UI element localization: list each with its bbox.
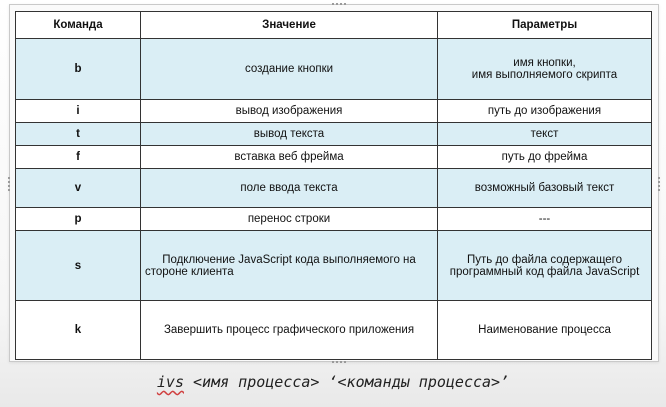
header-row (16, 12, 652, 39)
table-row (16, 123, 652, 146)
meaning-cell: создание кнопки (141, 39, 438, 100)
resize-handle-right[interactable] (658, 177, 660, 191)
syntax-keyword: ivs (156, 373, 184, 391)
command-cell: t (16, 123, 141, 146)
params-cell: путь до фрейма (438, 146, 652, 169)
command-cell: s (16, 231, 141, 301)
table-row (16, 146, 652, 169)
syntax-rest: <имя процесса> ‘<команды процесса>’ (183, 373, 510, 391)
params-cell: текст (438, 123, 652, 146)
meaning-cell: перенос строки (141, 208, 438, 231)
params-line: имя кнопки, (513, 57, 576, 69)
meaning-cell: вставка веб фрейма (141, 146, 438, 169)
meaning-cell: вывод изображения (141, 100, 438, 123)
header-command: Команда (16, 12, 141, 39)
command-cell: k (16, 301, 141, 360)
table-row (16, 301, 652, 360)
resize-handle-left[interactable] (8, 177, 10, 191)
command-cell: b (16, 39, 141, 100)
meaning-cell: Завершить процесс графического приложения (141, 301, 438, 360)
params-cell (438, 39, 652, 100)
table-row (16, 231, 652, 301)
table-row (16, 39, 652, 100)
table-row (16, 208, 652, 231)
command-cell: v (16, 169, 141, 208)
syntax-line (0, 373, 666, 391)
table-row (16, 100, 652, 123)
table-frame[interactable] (9, 4, 659, 362)
meaning-cell: Подключение JavaScript кода выполняемого на стороне клиента (141, 231, 438, 301)
command-cell: p (16, 208, 141, 231)
params-line: программный код файла JavaScript (449, 265, 640, 278)
params-cell: возможный базовый текст (438, 169, 652, 208)
header-params: Параметры (438, 12, 652, 39)
command-cell: f (16, 146, 141, 169)
resize-handle-top[interactable] (332, 3, 346, 5)
meaning-cell: вывод текста (141, 123, 438, 146)
params-cell: путь до изображения (438, 100, 652, 123)
params-cell: Наименование процесса (438, 301, 652, 360)
meaning-cell: поле ввода текста (141, 169, 438, 208)
params-line: Путь до файла содержащего (466, 253, 623, 266)
params-line: имя выполняемого скрипта (471, 69, 618, 81)
params-cell: --- (438, 208, 652, 231)
table-row (16, 169, 652, 208)
resize-handle-bottom[interactable] (332, 361, 346, 363)
header-meaning: Значение (141, 12, 438, 39)
commands-table (15, 11, 652, 360)
params-cell (438, 231, 652, 301)
command-cell: i (16, 100, 141, 123)
